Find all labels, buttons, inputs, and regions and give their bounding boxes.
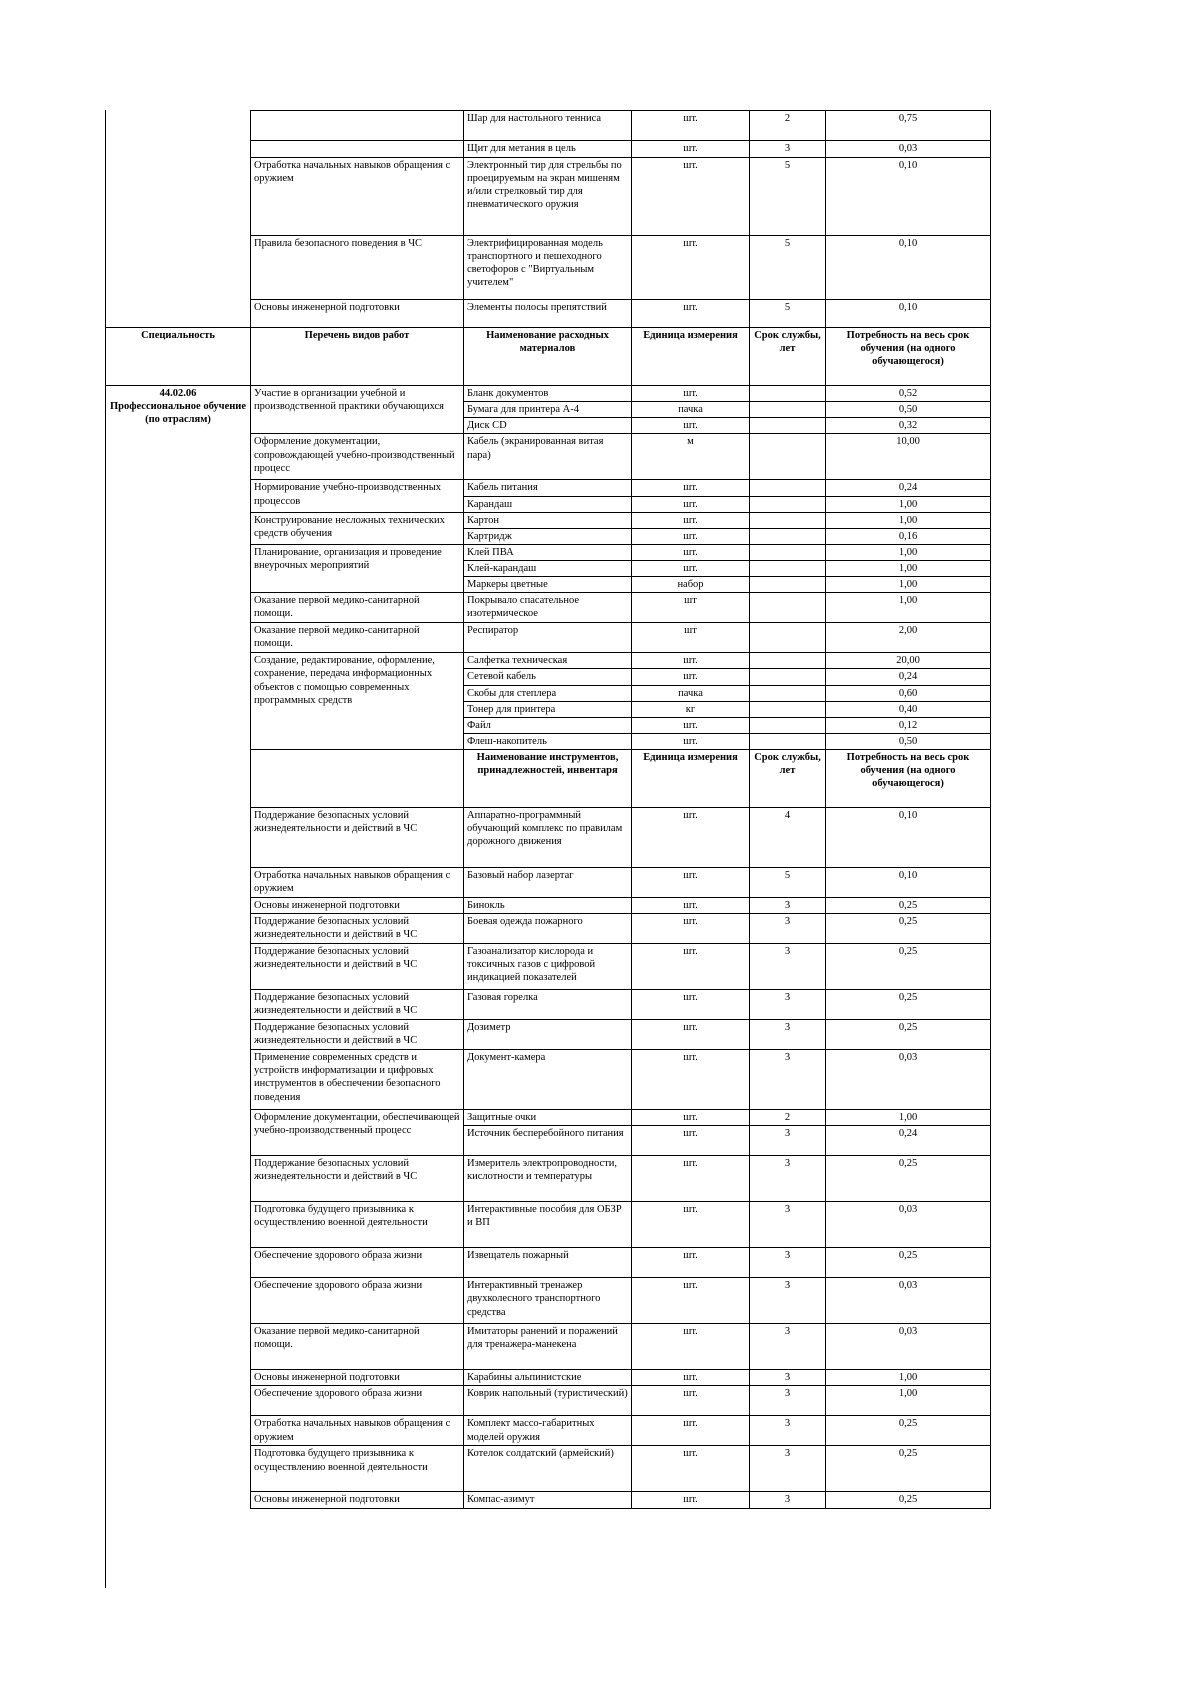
need-cell: 1,00 bbox=[826, 544, 991, 560]
need-cell: 0,10 bbox=[826, 300, 991, 328]
need-cell: 0,03 bbox=[826, 1050, 991, 1110]
need-cell: 1,00 bbox=[826, 1370, 991, 1386]
need-cell: 0,10 bbox=[826, 236, 991, 300]
life-cell: 3 bbox=[750, 1370, 826, 1386]
work-cell: Обеспечение здорового образа жизни bbox=[251, 1248, 464, 1278]
life-cell: 3 bbox=[750, 1278, 826, 1324]
tool-name: Интерактивные пособия для ОБЗР и ВП bbox=[464, 1202, 632, 1248]
need-cell: 20,00 bbox=[826, 653, 991, 669]
material-name: Картридж bbox=[464, 528, 632, 544]
need-cell: 0,25 bbox=[826, 944, 991, 990]
unit-cell: шт. bbox=[632, 1110, 750, 1126]
unit-cell: шт. bbox=[632, 733, 750, 749]
tool-name: Источник бесперебойного питания bbox=[464, 1126, 632, 1156]
need-cell: 0,24 bbox=[826, 669, 991, 685]
header-unit: Единица измерения bbox=[632, 750, 750, 808]
life-cell: 3 bbox=[750, 1126, 826, 1156]
unit-cell: шт. bbox=[632, 1156, 750, 1202]
unit-cell: шт. bbox=[632, 561, 750, 577]
unit-cell: кг bbox=[632, 701, 750, 717]
need-cell: 0,25 bbox=[826, 914, 991, 944]
material-name: Флеш-накопитель bbox=[464, 733, 632, 749]
life-cell-empty bbox=[750, 561, 826, 577]
need-cell: 1,00 bbox=[826, 593, 991, 623]
work-cell: Основы инженерной подготовки bbox=[251, 898, 464, 914]
need-cell: 0,10 bbox=[826, 808, 991, 868]
item-cell: Электрифицированная модель транспортного и пешеходного светофоров с "Виртуальным учителем" bbox=[464, 236, 632, 300]
tool-name: Дозиметр bbox=[464, 1020, 632, 1050]
material-name: Покрывало спасательное изотермическое bbox=[464, 593, 632, 623]
unit-cell: шт. bbox=[632, 717, 750, 733]
need-cell: 1,00 bbox=[826, 512, 991, 528]
life-cell: 5 bbox=[750, 158, 826, 236]
work-cell: Отработка начальных навыков обращения с оружием bbox=[251, 158, 464, 236]
need-cell: 1,00 bbox=[826, 561, 991, 577]
tool-name: Карабины альпинистские bbox=[464, 1370, 632, 1386]
unit-cell: шт. bbox=[632, 1324, 750, 1370]
unit-cell: шт. bbox=[632, 158, 750, 236]
life-cell-empty bbox=[750, 512, 826, 528]
material-name: Сетевой кабель bbox=[464, 669, 632, 685]
unit-cell: шт. bbox=[632, 1416, 750, 1446]
material-name: Клей ПВА bbox=[464, 544, 632, 560]
work-cell: Поддержание безопасных условий жизнедеятельности и действий в ЧС bbox=[251, 990, 464, 1020]
work-cell: Отработка начальных навыков обращения с оружием bbox=[251, 868, 464, 898]
need-cell: 0,50 bbox=[826, 733, 991, 749]
life-cell-empty bbox=[750, 701, 826, 717]
table-row bbox=[106, 111, 991, 141]
work-cell: Отработка начальных навыков обращения с оружием bbox=[251, 1416, 464, 1446]
life-cell: 3 bbox=[750, 1386, 826, 1416]
tool-name: Имитаторы ранений и поражений для тренажера-манекена bbox=[464, 1324, 632, 1370]
unit-cell: шт. bbox=[632, 141, 750, 158]
table-row bbox=[106, 328, 991, 386]
work-cell: Применение современных средств и устройств информатизации и цифровых инструментов в обеспечении безопасного поведения bbox=[251, 1050, 464, 1110]
material-name: Респиратор bbox=[464, 623, 632, 653]
material-name: Тонер для принтера bbox=[464, 701, 632, 717]
need-cell: 1,00 bbox=[826, 496, 991, 512]
unit-cell: шт. bbox=[632, 1050, 750, 1110]
life-cell-empty bbox=[750, 593, 826, 623]
work-cell: Нормирование учебно-производственных процессов bbox=[251, 480, 464, 512]
tool-name: Измеритель электропроводности, кислотности и температуры bbox=[464, 1156, 632, 1202]
life-cell-empty bbox=[750, 402, 826, 418]
need-cell: 0,25 bbox=[826, 898, 991, 914]
work-cell bbox=[251, 141, 464, 158]
header-material-name: Наименование расходных материалов bbox=[464, 328, 632, 386]
specialty-cell-empty bbox=[106, 111, 251, 328]
tool-name: Интерактивный тренажер двухколесного транспортного средства bbox=[464, 1278, 632, 1324]
unit-cell: шт bbox=[632, 593, 750, 623]
need-cell: 0,03 bbox=[826, 1278, 991, 1324]
life-cell-empty bbox=[750, 685, 826, 701]
need-cell: 0,60 bbox=[826, 685, 991, 701]
table-row bbox=[106, 386, 991, 402]
life-cell: 5 bbox=[750, 868, 826, 898]
life-cell: 3 bbox=[750, 944, 826, 990]
unit-cell: шт. bbox=[632, 1386, 750, 1416]
work-cell: Планирование, организация и проведение внеурочных мероприятий bbox=[251, 544, 464, 592]
unit-cell: шт. bbox=[632, 808, 750, 868]
need-cell: 1,00 bbox=[826, 577, 991, 593]
work-cell: Оказание первой медико-санитарной помощи. bbox=[251, 1324, 464, 1370]
unit-cell: шт. bbox=[632, 1248, 750, 1278]
material-name: Картон bbox=[464, 512, 632, 528]
life-cell-empty bbox=[750, 669, 826, 685]
unit-cell: шт. bbox=[632, 300, 750, 328]
need-cell: 0,10 bbox=[826, 158, 991, 236]
need-cell: 0,25 bbox=[826, 1020, 991, 1050]
specialty-code: 44.02.06 bbox=[159, 388, 197, 399]
work-cell: Обеспечение здорового образа жизни bbox=[251, 1278, 464, 1324]
work-cell: Оформление документации, сопровождающей учебно-производственный процесс bbox=[251, 434, 464, 480]
material-name: Клей-карандаш bbox=[464, 561, 632, 577]
life-cell: 3 bbox=[750, 1202, 826, 1248]
material-name: Бумага для принтера А-4 bbox=[464, 402, 632, 418]
unit-cell: шт. bbox=[632, 480, 750, 496]
tool-name: Газоанализатор кислорода и токсичных газов с цифровой индикацией показателей bbox=[464, 944, 632, 990]
header-need: Потребность на весь срок обучения (на одного обучающегося) bbox=[826, 750, 991, 808]
need-cell: 0,03 bbox=[826, 141, 991, 158]
life-cell: 3 bbox=[750, 1492, 826, 1509]
need-cell: 0,40 bbox=[826, 701, 991, 717]
item-cell: Шар для настольного тенниса bbox=[464, 111, 632, 141]
header-tool-name: Наименование инструментов, принадлежностей, инвентаря bbox=[464, 750, 632, 808]
unit-cell: шт. bbox=[632, 544, 750, 560]
need-cell: 0,50 bbox=[826, 402, 991, 418]
life-cell: 2 bbox=[750, 1110, 826, 1126]
need-cell: 0,12 bbox=[826, 717, 991, 733]
work-cell: Оказание первой медико-санитарной помощи. bbox=[251, 593, 464, 623]
unit-cell: шт. bbox=[632, 496, 750, 512]
work-cell: Оказание первой медико-санитарной помощи. bbox=[251, 623, 464, 653]
tool-name: Документ-камера bbox=[464, 1050, 632, 1110]
need-cell: 0,25 bbox=[826, 1492, 991, 1509]
work-cell: Оформление документации, обеспечивающей учебно-производственный процесс bbox=[251, 1110, 464, 1156]
header-unit: Единица измерения bbox=[632, 328, 750, 386]
work-cell: Конструирование несложных технических средств обучения bbox=[251, 512, 464, 544]
unit-cell: шт. bbox=[632, 669, 750, 685]
life-cell: 3 bbox=[750, 1050, 826, 1110]
life-cell-empty bbox=[750, 653, 826, 669]
specialty-name: Профессиональное обучение (по отраслям) bbox=[109, 401, 247, 426]
unit-cell: шт. bbox=[632, 868, 750, 898]
life-cell: 3 bbox=[750, 1324, 826, 1370]
header-works-empty bbox=[251, 750, 464, 808]
life-cell-empty bbox=[750, 544, 826, 560]
life-cell-empty bbox=[750, 733, 826, 749]
life-cell-empty bbox=[750, 623, 826, 653]
unit-cell: шт. bbox=[632, 1126, 750, 1156]
unit-cell: шт bbox=[632, 623, 750, 653]
unit-cell: шт. bbox=[632, 1278, 750, 1324]
life-cell: 3 bbox=[750, 141, 826, 158]
header-need: Потребность на весь срок обучения (на одного обучающегося) bbox=[826, 328, 991, 386]
life-cell-empty bbox=[750, 480, 826, 496]
work-cell: Основы инженерной подготовки bbox=[251, 1370, 464, 1386]
work-cell: Поддержание безопасных условий жизнедеятельности и действий в ЧС bbox=[251, 808, 464, 868]
unit-cell: шт. bbox=[632, 898, 750, 914]
material-name: Кабель питания bbox=[464, 480, 632, 496]
need-cell: 0,32 bbox=[826, 418, 991, 434]
unit-cell: пачка bbox=[632, 402, 750, 418]
unit-cell: шт. bbox=[632, 236, 750, 300]
unit-cell: шт. bbox=[632, 386, 750, 402]
life-cell-empty bbox=[750, 528, 826, 544]
material-name: Кабель (экранированная витая пара) bbox=[464, 434, 632, 480]
life-cell-empty bbox=[750, 434, 826, 480]
requirements-table bbox=[105, 110, 991, 1509]
need-cell: 2,00 bbox=[826, 623, 991, 653]
work-cell: Участие в организации учебной и производственной практики обучающихся bbox=[251, 386, 464, 434]
unit-cell: пачка bbox=[632, 685, 750, 701]
unit-cell: шт. bbox=[632, 914, 750, 944]
tool-name: Боевая одежда пожарного bbox=[464, 914, 632, 944]
life-cell: 3 bbox=[750, 898, 826, 914]
life-cell: 3 bbox=[750, 1020, 826, 1050]
work-cell: Поддержание безопасных условий жизнедеятельности и действий в ЧС bbox=[251, 914, 464, 944]
work-cell: Подготовка будущего призывника к осуществлению военной деятельности bbox=[251, 1202, 464, 1248]
material-name: Скобы для степлера bbox=[464, 685, 632, 701]
life-cell-empty bbox=[750, 717, 826, 733]
need-cell: 0,03 bbox=[826, 1202, 991, 1248]
unit-cell: шт. bbox=[632, 528, 750, 544]
need-cell: 0,75 bbox=[826, 111, 991, 141]
tool-name: Газовая горелка bbox=[464, 990, 632, 1020]
life-cell: 3 bbox=[750, 1248, 826, 1278]
need-cell: 0,25 bbox=[826, 1156, 991, 1202]
need-cell: 1,00 bbox=[826, 1386, 991, 1416]
unit-cell: шт. bbox=[632, 1446, 750, 1492]
unit-cell: шт. bbox=[632, 944, 750, 990]
life-cell-empty bbox=[750, 386, 826, 402]
work-cell: Подготовка будущего призывника к осуществлению военной деятельности bbox=[251, 1446, 464, 1492]
work-cell: Создание, редактирование, оформление, сохранение, передача информационных объектов с помощью современных программных средств bbox=[251, 653, 464, 750]
unit-cell: шт. bbox=[632, 512, 750, 528]
life-cell: 3 bbox=[750, 1416, 826, 1446]
header-works: Перечень видов работ bbox=[251, 328, 464, 386]
item-cell: Электронный тир для стрельбы по проецируемым на экран мишеням и/или стрелковый тир для пневматического оружия bbox=[464, 158, 632, 236]
tool-name: Аппаратно-программный обучающий комплекс по правилам дорожного движения bbox=[464, 808, 632, 868]
tool-name: Защитные очки bbox=[464, 1110, 632, 1126]
material-name: Маркеры цветные bbox=[464, 577, 632, 593]
tool-name: Извещатель пожарный bbox=[464, 1248, 632, 1278]
life-cell: 3 bbox=[750, 914, 826, 944]
tool-name: Коврик напольный (туристический) bbox=[464, 1386, 632, 1416]
life-cell-empty bbox=[750, 418, 826, 434]
unit-cell: шт. bbox=[632, 1370, 750, 1386]
work-cell: Поддержание безопасных условий жизнедеятельности и действий в ЧС bbox=[251, 944, 464, 990]
unit-cell: шт. bbox=[632, 653, 750, 669]
unit-cell: шт. bbox=[632, 1202, 750, 1248]
item-cell: Элементы полосы препятствий bbox=[464, 300, 632, 328]
material-name: Салфетка техническая bbox=[464, 653, 632, 669]
tool-name: Базовый набор лазертаг bbox=[464, 868, 632, 898]
work-cell bbox=[251, 111, 464, 141]
work-cell: Правила безопасного поведения в ЧС bbox=[251, 236, 464, 300]
life-cell: 5 bbox=[750, 300, 826, 328]
need-cell: 0,24 bbox=[826, 480, 991, 496]
life-cell-empty bbox=[750, 496, 826, 512]
material-name: Файл bbox=[464, 717, 632, 733]
need-cell: 1,00 bbox=[826, 1110, 991, 1126]
life-cell: 3 bbox=[750, 990, 826, 1020]
need-cell: 0,03 bbox=[826, 1324, 991, 1370]
need-cell: 0,10 bbox=[826, 868, 991, 898]
unit-cell: набор bbox=[632, 577, 750, 593]
need-cell: 0,25 bbox=[826, 1416, 991, 1446]
life-cell: 5 bbox=[750, 236, 826, 300]
material-name: Бланк документов bbox=[464, 386, 632, 402]
tool-name: Компас-азимут bbox=[464, 1492, 632, 1509]
material-name: Диск CD bbox=[464, 418, 632, 434]
life-cell: 4 bbox=[750, 808, 826, 868]
unit-cell: м bbox=[632, 434, 750, 480]
unit-cell: шт. bbox=[632, 111, 750, 141]
material-name: Карандаш bbox=[464, 496, 632, 512]
life-cell: 2 bbox=[750, 111, 826, 141]
need-cell: 0,16 bbox=[826, 528, 991, 544]
need-cell: 0,25 bbox=[826, 1446, 991, 1492]
unit-cell: шт. bbox=[632, 1492, 750, 1509]
need-cell: 0,25 bbox=[826, 990, 991, 1020]
tool-name: Котелок солдатский (армейский) bbox=[464, 1446, 632, 1492]
need-cell: 0,24 bbox=[826, 1126, 991, 1156]
unit-cell: шт. bbox=[632, 418, 750, 434]
tool-name: Комплект массо-габаритных моделей оружия bbox=[464, 1416, 632, 1446]
header-life: Срок службы, лет bbox=[750, 750, 826, 808]
work-cell: Основы инженерной подготовки bbox=[251, 300, 464, 328]
header-life: Срок службы, лет bbox=[750, 328, 826, 386]
unit-cell: шт. bbox=[632, 1020, 750, 1050]
specialty-cell bbox=[106, 386, 251, 1509]
work-cell: Поддержание безопасных условий жизнедеятельности и действий в ЧС bbox=[251, 1156, 464, 1202]
life-cell: 3 bbox=[750, 1446, 826, 1492]
item-cell: Щит для метания в цель bbox=[464, 141, 632, 158]
need-cell: 0,25 bbox=[826, 1248, 991, 1278]
work-cell: Обеспечение здорового образа жизни bbox=[251, 1386, 464, 1416]
work-cell: Основы инженерной подготовки bbox=[251, 1492, 464, 1509]
unit-cell: шт. bbox=[632, 990, 750, 1020]
tool-name: Бинокль bbox=[464, 898, 632, 914]
header-specialty: Специальность bbox=[106, 328, 251, 386]
life-cell-empty bbox=[750, 577, 826, 593]
life-cell: 3 bbox=[750, 1156, 826, 1202]
work-cell: Поддержание безопасных условий жизнедеятельности и действий в ЧС bbox=[251, 1020, 464, 1050]
need-cell: 10,00 bbox=[826, 434, 991, 480]
need-cell: 0,52 bbox=[826, 386, 991, 402]
